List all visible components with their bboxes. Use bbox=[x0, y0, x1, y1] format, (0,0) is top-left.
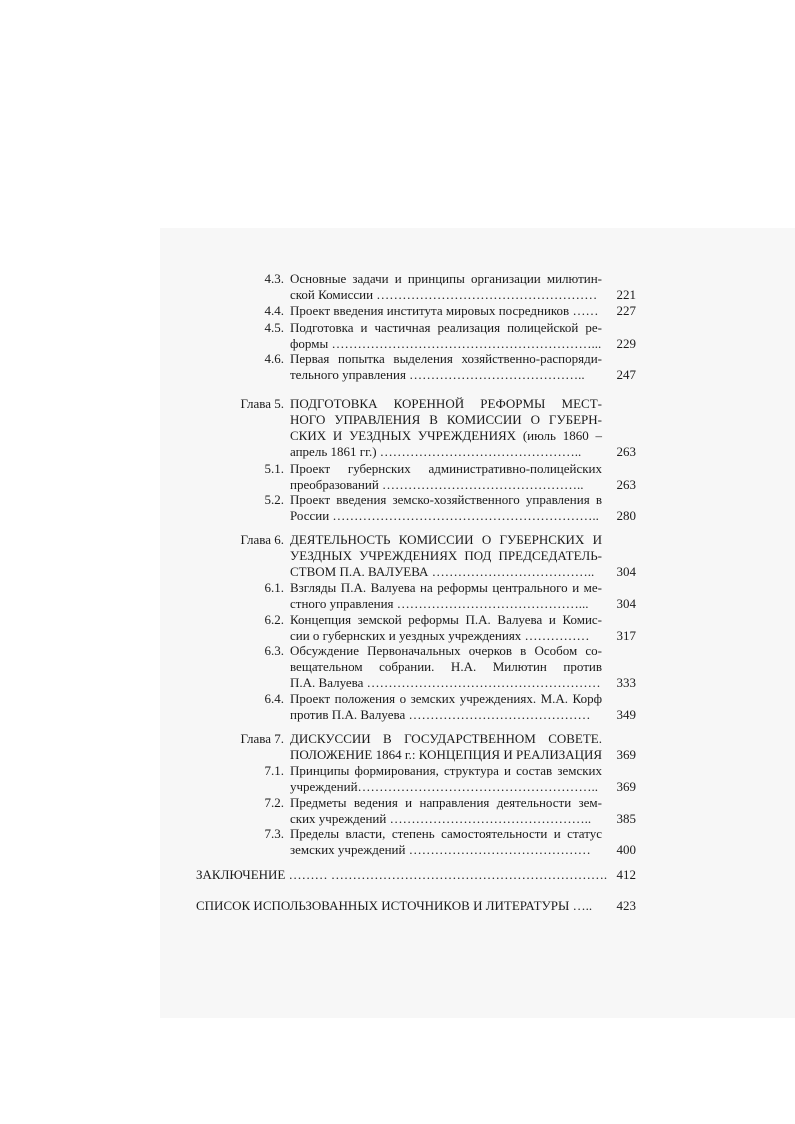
entry-line: стного управления ……………………………………... bbox=[290, 596, 589, 611]
entry-number: 7.1. bbox=[264, 763, 284, 778]
entry-line: учреждений……………………………………………….. bbox=[290, 779, 599, 794]
entry-number: 5.2. bbox=[264, 492, 284, 507]
chapter-number: Глава 6. bbox=[240, 532, 284, 547]
toc-entry[interactable] bbox=[290, 826, 602, 858]
entry-number: 7.2. bbox=[264, 795, 284, 810]
entry-line: земских учреждений …………………………………… bbox=[290, 842, 591, 857]
entry-line: Пределы власти, степень самостоятельности и статус bbox=[290, 826, 602, 841]
entry-line: Подготовка и частичная реализация полицейской ре- bbox=[290, 320, 602, 335]
entry-line: Основные задачи и принципы организации милютин- bbox=[290, 271, 602, 286]
entry-line: Предметы ведения и направления деятельности зем- bbox=[290, 795, 602, 810]
toc-entry[interactable] bbox=[290, 763, 602, 795]
page-number: 280 bbox=[616, 508, 636, 523]
toc-chapter[interactable] bbox=[290, 532, 602, 580]
entry-line: СТВОМ П.А. ВАЛУЕВА ……………………………….. bbox=[290, 564, 595, 579]
entry-number: 5.1. bbox=[264, 461, 284, 476]
entry-line: ДЕЯТЕЛЬНОСТЬ КОМИССИИ О ГУБЕРНСКИХ И bbox=[290, 532, 602, 547]
page-number: 263 bbox=[616, 477, 636, 492]
toc-entry[interactable] bbox=[290, 320, 602, 352]
entry-line: Концепция земской реформы П.А. Валуева и Комис- bbox=[290, 612, 602, 627]
toc-conclusion[interactable] bbox=[196, 867, 608, 883]
entry-line: ПОДГОТОВКА КОРЕННОЙ РЕФОРМЫ МЕСТ- bbox=[290, 396, 602, 411]
toc-entry[interactable] bbox=[290, 492, 602, 524]
toc-entry[interactable] bbox=[290, 351, 602, 383]
toc-entry[interactable] bbox=[290, 691, 602, 723]
page-number: 229 bbox=[616, 336, 636, 351]
page-number: 349 bbox=[616, 707, 636, 722]
chapter-number: Глава 7. bbox=[240, 731, 284, 746]
entry-line: Взгляды П.А. Валуева на реформы центрального и ме- bbox=[290, 580, 602, 595]
entry-line: НОГО УПРАВЛЕНИЯ В КОМИССИИ О ГУБЕРН- bbox=[290, 412, 602, 427]
entry-number: 4.3. bbox=[264, 271, 284, 286]
entry-line: ЗАКЛЮЧЕНИЕ ……… ………………………………………………………. bbox=[196, 867, 608, 882]
page-number: 412 bbox=[616, 867, 636, 882]
entry-line: Проект губернских административно-полицейских bbox=[290, 461, 602, 476]
entry-line: против П.А. Валуева …………………………………… bbox=[290, 707, 591, 722]
entry-line: СПИСОК ИСПОЛЬЗОВАННЫХ ИСТОЧНИКОВ И ЛИТЕРАТУРЫ ….. bbox=[196, 898, 593, 913]
page-number: 369 bbox=[616, 747, 636, 762]
page-number: 400 bbox=[616, 842, 636, 857]
entry-number: 4.4. bbox=[264, 303, 284, 318]
toc-chapter[interactable] bbox=[290, 396, 602, 460]
entry-line: преобразований ……………………………………….. bbox=[290, 477, 584, 492]
entry-number: 4.5. bbox=[264, 320, 284, 335]
toc-entry[interactable] bbox=[290, 643, 602, 691]
entry-line: ДИСКУССИИ В ГОСУДАРСТВЕННОМ СОВЕТЕ. bbox=[290, 731, 602, 746]
entry-line: Проект положения о земских учреждениях. М.А. Корф bbox=[290, 691, 602, 706]
entry-line: Первая попытка выделения хозяйственно-распоряди- bbox=[290, 351, 602, 366]
page-number: 227 bbox=[616, 303, 636, 318]
toc-entry[interactable] bbox=[290, 303, 602, 319]
toc-entry[interactable] bbox=[290, 612, 602, 644]
chapter-number: Глава 5. bbox=[240, 396, 284, 411]
page-number: 317 bbox=[616, 628, 636, 643]
entry-number: 6.1. bbox=[264, 580, 284, 595]
page-number: 247 bbox=[616, 367, 636, 382]
entry-line: России …………………………………………………….. bbox=[290, 508, 599, 523]
entry-line: ПОЛОЖЕНИЕ 1864 г.: КОНЦЕПЦИЯ И РЕАЛИЗАЦИЯ bbox=[290, 747, 603, 762]
page-number: 385 bbox=[616, 811, 636, 826]
page-number: 369 bbox=[616, 779, 636, 794]
entry-line: ской Комиссии …………………………………………… bbox=[290, 287, 598, 302]
page-number: 304 bbox=[616, 564, 636, 579]
entry-number: 7.3. bbox=[264, 826, 284, 841]
entry-line: СКИХ И УЕЗДНЫХ УЧРЕЖДЕНИЯХ (июль 1860 – bbox=[290, 428, 602, 443]
toc-bibliography[interactable] bbox=[196, 898, 602, 914]
entry-number: 4.6. bbox=[264, 351, 284, 366]
page-number: 423 bbox=[616, 898, 636, 913]
entry-line: Проект введения земско-хозяйственного управления в bbox=[290, 492, 602, 507]
entry-line: П.А. Валуева ……………………………………………… bbox=[290, 675, 601, 690]
entry-line: Проект введения института мировых посредников …… bbox=[290, 303, 599, 318]
toc-entry[interactable] bbox=[290, 461, 602, 493]
entry-number: 6.3. bbox=[264, 643, 284, 658]
entry-line: Обсуждение Первоначальных очерков в Особом со- bbox=[290, 643, 602, 658]
entry-line: УЕЗДНЫХ УЧРЕЖДЕНИЯХ ПОД ПРЕДСЕДАТЕЛЬ- bbox=[290, 548, 602, 563]
entry-number: 6.2. bbox=[264, 612, 284, 627]
entry-line: формы ……………………………………………………... bbox=[290, 336, 602, 351]
toc-entry[interactable] bbox=[290, 580, 602, 612]
toc-entry[interactable] bbox=[290, 271, 602, 303]
toc-chapter[interactable] bbox=[290, 731, 602, 763]
page-number: 263 bbox=[616, 444, 636, 459]
entry-line: Принципы формирования, структура и состав земских bbox=[290, 763, 602, 778]
toc-entry[interactable] bbox=[290, 795, 602, 827]
page-number: 333 bbox=[616, 675, 636, 690]
entry-line: апрель 1861 гг.) ……………………………………….. bbox=[290, 444, 582, 459]
entry-line: сии о губернских и уездных учреждениях …………… bbox=[290, 628, 590, 643]
entry-number: 6.4. bbox=[264, 691, 284, 706]
page-number: 221 bbox=[616, 287, 636, 302]
entry-line: вещательном собрании. Н.А. Милютин против bbox=[290, 659, 602, 674]
entry-line: тельного управления ………………………………….. bbox=[290, 367, 585, 382]
page-number: 304 bbox=[616, 596, 636, 611]
entry-line: ских учреждений ……………………………………….. bbox=[290, 811, 592, 826]
